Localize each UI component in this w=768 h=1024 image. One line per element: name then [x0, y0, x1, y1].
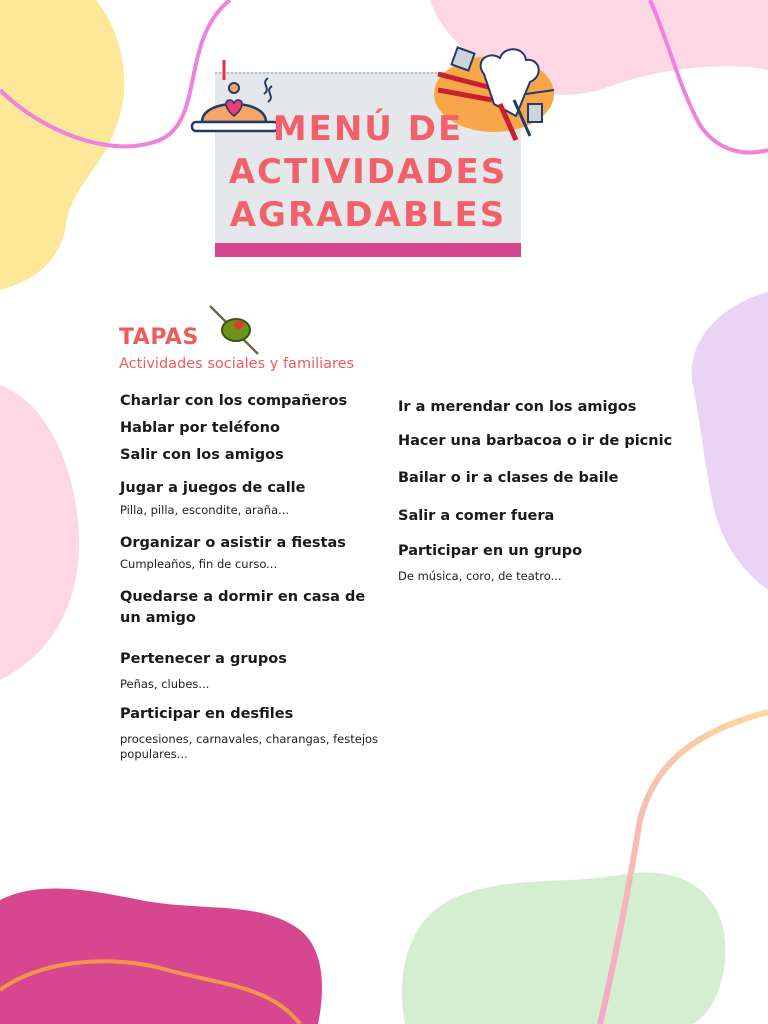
- activity-hablar-telefono: Hablar por teléfono: [120, 420, 280, 436]
- title-underline-bar: [215, 243, 521, 257]
- pink-blob-left: [0, 385, 79, 680]
- magenta-blob: [0, 888, 322, 1024]
- activity-fiestas: Organizar o asistir a fiestas: [120, 535, 346, 551]
- activity-merendar: Ir a merendar con los amigos: [398, 399, 637, 415]
- activity-participar-grupo: Participar en un grupo: [398, 543, 583, 559]
- activity-comer-fuera: Salir a comer fuera: [398, 508, 555, 524]
- activity-desfiles-note: procesiones, carnavales, charangas, festejos populares...: [120, 732, 379, 761]
- section-subtitle: Actividades sociales y familiares: [119, 356, 355, 372]
- title-line-3: AGRADABLES: [229, 195, 507, 235]
- activity-barbacoa: Hacer una barbacoa o ir de picnic: [398, 433, 673, 449]
- activity-pertenecer-grupos-note: Peñas, clubes...: [120, 677, 210, 691]
- activity-desfiles: Participar en desfiles: [120, 706, 294, 722]
- green-blob: [402, 872, 725, 1024]
- section-title: TAPAS: [119, 325, 199, 350]
- title-line-2: ACTIVIDADES: [228, 152, 508, 192]
- activity-bailar: Bailar o ir a clases de baile: [398, 470, 619, 486]
- olive-skewer-icon: [206, 304, 262, 358]
- activity-juegos-calle-note: Pilla, pilla, escondite, araña...: [120, 503, 290, 517]
- title-line-1: MENÚ DE: [272, 109, 464, 149]
- activity-participar-grupo-note: De música, coro, de teatro...: [398, 569, 562, 583]
- activity-dormir-casa-amigo: Quedarse a dormir en casa de un amigo: [120, 589, 366, 626]
- activity-salir-amigos: Salir con los amigos: [120, 447, 284, 463]
- activity-juegos-calle: Jugar a juegos de calle: [120, 480, 306, 496]
- activity-pertenecer-grupos: Pertenecer a grupos: [120, 651, 287, 667]
- activity-charlar: Charlar con los compañeros: [120, 393, 348, 409]
- lavender-blob: [692, 292, 768, 590]
- activity-fiestas-note: Cumpleaños, fin de curso...: [120, 557, 278, 571]
- menu-title: [215, 108, 521, 237]
